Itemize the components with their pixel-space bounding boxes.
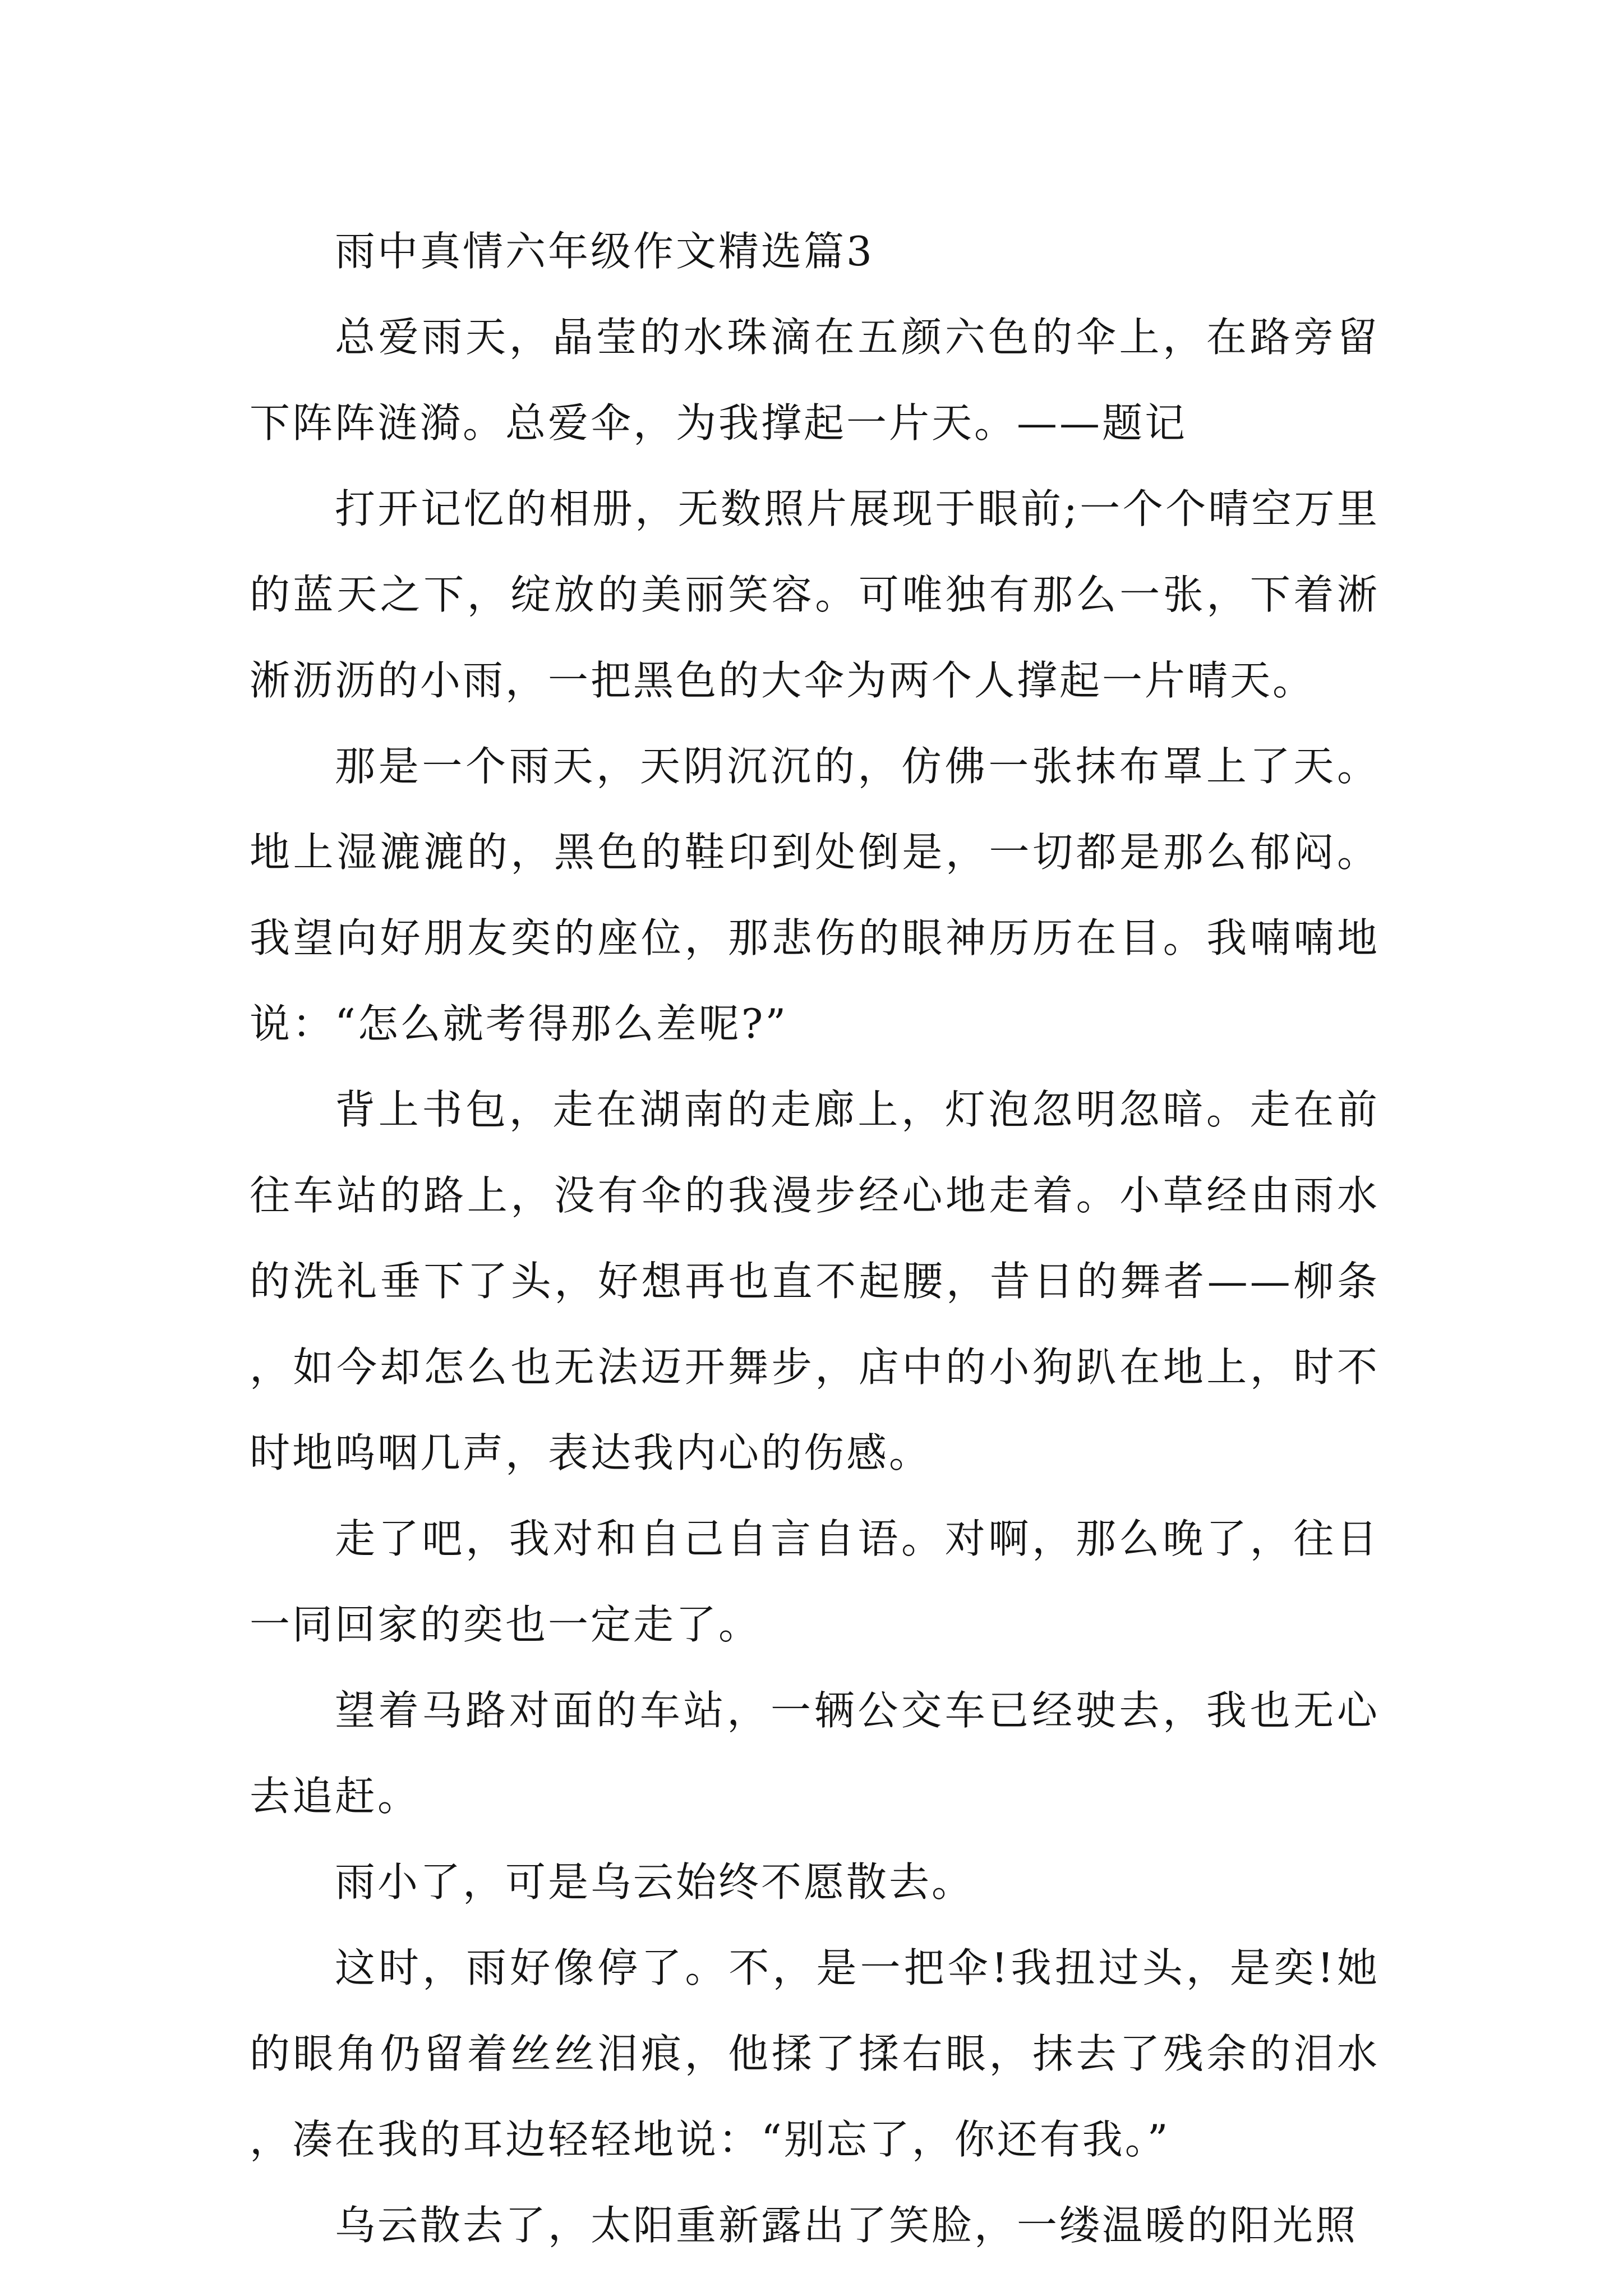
paragraph-title: 雨中真情六年级作文精选篇3 <box>335 228 874 275</box>
document-body <box>250 209 1380 2269</box>
paragraph: 走了吧，我对和自己自言自语。对啊，那么晚了，往日一同回家的奕也一定走了。 <box>250 1515 1380 1648</box>
paragraph: 乌云散去了，太阳重新露出了笑脸，一缕温暖的阳光照 <box>335 2202 1358 2249</box>
paragraph: 背上书包，走在湖南的走廊上，灯泡忽明忽暗。走在前往车站的路上，没有伞的我漫步经心地走着。小草经由雨水的洗礼垂下了头，好想再也直不起腰，昔日的舞者——柳条，如今却怎么也无法迈开舞步，店中的小狗趴在地上，时不时地呜咽几声，表达我内心的伤感。 <box>250 1086 1380 1476</box>
paragraph: 这时，雨好像停了。不，是一把伞!我扭过头，是奕!她的眼角仍留着丝丝泪痕，他揉了揉右眼，抹去了残余的泪水，凑在我的耳边轻轻地说：“别忘了，你还有我。” <box>250 1944 1380 2163</box>
paragraph: 望着马路对面的车站，一辆公交车已经驶去，我也无心去追赶。 <box>250 1687 1380 1820</box>
paragraph: 雨小了，可是乌云始终不愿散去。 <box>335 1858 975 1906</box>
paragraph: 打开记忆的相册，无数照片展现于眼前;一个个晴空万里的蓝天之下，绽放的美丽笑容。可唯独有那么一张，下着淅淅沥沥的小雨，一把黑色的大伞为两个人撑起一片晴天。 <box>250 485 1380 704</box>
paragraph: 那是一个雨天，天阴沉沉的，仿佛一张抹布罩上了天。地上湿漉漉的，黑色的鞋印到处倒是，一切都是那么郁闷。我望向好朋友奕的座位，那悲伤的眼神历历在目。我喃喃地说：“怎么就考得那么差呢?” <box>250 743 1380 1047</box>
paragraph: 总爱雨天，晶莹的水珠滴在五颜六色的伞上，在路旁留下阵阵涟漪。总爱伞，为我撑起一片天。——题记 <box>250 314 1380 447</box>
